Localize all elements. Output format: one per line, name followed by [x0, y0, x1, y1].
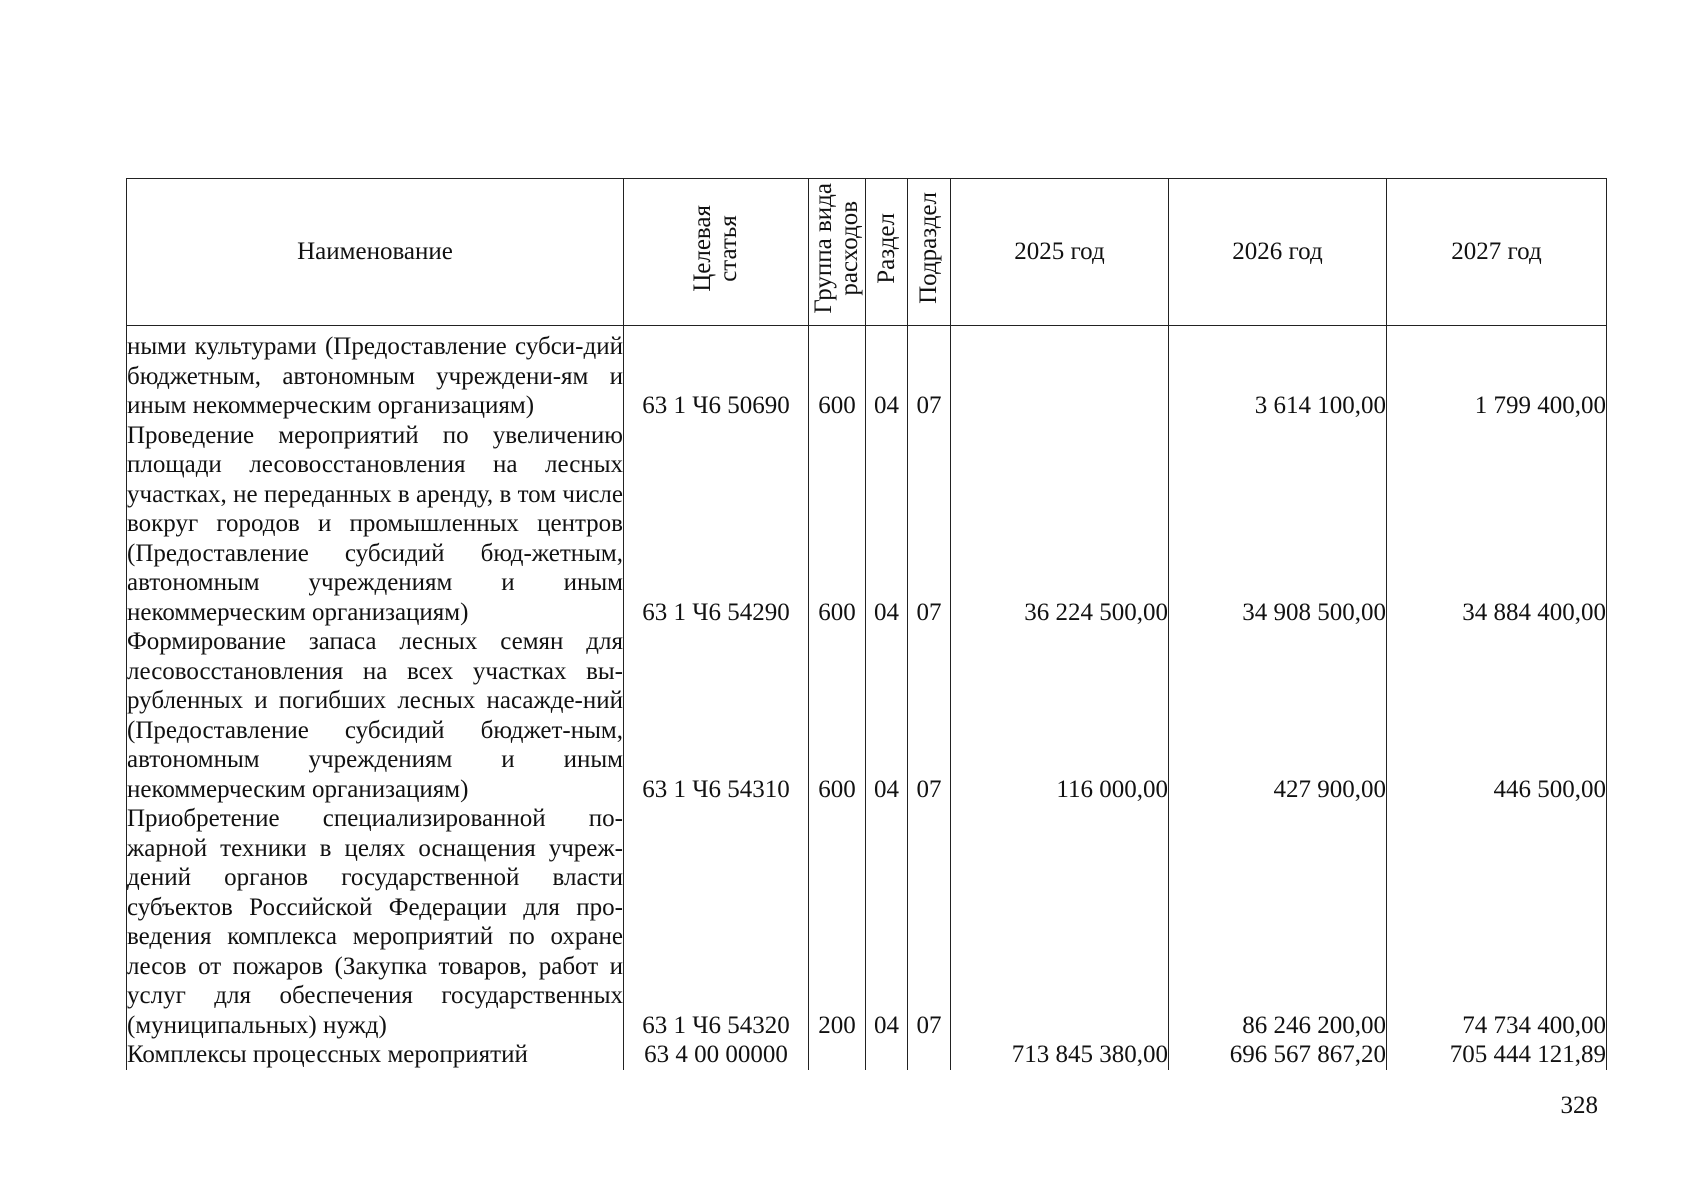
- row-amount-2027: 1 799 400,00: [1387, 326, 1607, 421]
- row-amount-2026: 427 900,00: [1169, 627, 1387, 804]
- row-amount-2027: 74 734 400,00: [1387, 804, 1607, 1040]
- row-expense-group: 200: [809, 804, 866, 1040]
- row-target-article: 63 4 00 00000: [624, 1040, 809, 1070]
- row-subsection: 07: [908, 326, 951, 421]
- header-target-article-line2: статья: [715, 214, 742, 282]
- row-expense-group: 600: [809, 421, 866, 628]
- header-expense-group-line2: расходов: [836, 200, 863, 296]
- page-number: 328: [1560, 1092, 1598, 1119]
- budget-table: [126, 178, 1607, 1070]
- row-target-article: 63 1 Ч6 54290: [624, 421, 809, 628]
- row-section: 04: [866, 627, 908, 804]
- row-target-article: 63 1 Ч6 54320: [624, 804, 809, 1040]
- row-amount-2026: 3 614 100,00: [1169, 326, 1387, 421]
- header-subsection: Подраздел: [908, 179, 951, 326]
- row-amount-2027: 446 500,00: [1387, 627, 1607, 804]
- row-expense-group: 600: [809, 326, 866, 421]
- header-name: Наименование: [127, 179, 624, 326]
- row-subsection: 07: [908, 421, 951, 628]
- table-row: [127, 421, 1607, 628]
- row-amount-2026: 34 908 500,00: [1169, 421, 1387, 628]
- row-subsection: 07: [908, 627, 951, 804]
- row-amount-2026: 86 246 200,00: [1169, 804, 1387, 1040]
- row-section: [866, 1040, 908, 1070]
- row-expense-group: [809, 1040, 866, 1070]
- row-name: ными культурами (Предоставление субси-дий бюджетным, автономным учреждени-ям и иным некоммерческим организациям): [127, 326, 624, 421]
- header-expense-group: [809, 179, 866, 326]
- table-row: [127, 627, 1607, 804]
- row-name: Проведение мероприятий по увеличению площади лесовосстановления на лесных участках, не переданных в аренду, в том числе вокруг городов и промышленных центров (Предоставление субсидий бюд-жетным, автономным учреждениям и иным некоммерческим организациям): [127, 421, 623, 626]
- header-2025: 2025 год: [951, 179, 1169, 326]
- row-section: 04: [866, 421, 908, 628]
- row-amount-2025: [951, 804, 1169, 1040]
- header-target-article-line1: Целевая: [689, 204, 716, 292]
- row-subsection: 07: [908, 804, 951, 1040]
- row-target-article: 63 1 Ч6 50690: [624, 326, 809, 421]
- row-amount-2025: 116 000,00: [951, 627, 1169, 804]
- row-amount-2025: 36 224 500,00: [951, 421, 1169, 628]
- table-row: [127, 326, 1607, 421]
- table-row: [127, 804, 1607, 1040]
- row-amount-2026: 696 567 867,20: [1169, 1040, 1387, 1070]
- table-header-row: [127, 179, 1607, 326]
- row-target-article: 63 1 Ч6 54310: [624, 627, 809, 804]
- header-2026: 2026 год: [1169, 179, 1387, 326]
- row-name: Комплексы процессных мероприятий: [127, 1040, 624, 1070]
- row-name: Формирование запаса лесных семян для лесовосстановления на всех участках вы-рубленных и погибших лесных насажде-ний (Предоставление субсидий бюджет-ным, автономным учреждениям и иным некоммерческим организациям): [127, 628, 623, 803]
- row-expense-group: 600: [809, 627, 866, 804]
- header-target-article: [624, 179, 809, 326]
- header-section: Раздел: [866, 179, 908, 326]
- row-section: 04: [866, 804, 908, 1040]
- table-row: [127, 1040, 1607, 1070]
- row-subsection: [908, 1040, 951, 1070]
- row-amount-2025: [951, 326, 1169, 421]
- row-section: 04: [866, 326, 908, 421]
- row-amount-2025: 713 845 380,00: [951, 1040, 1169, 1070]
- row-amount-2027: 34 884 400,00: [1387, 421, 1607, 628]
- row-name: Приобретение специализированной по-жарной техники в целях оснащения учреж-дений органов государственной власти субъектов Российской Федерации для про-ведения комплекса мероприятий по охране лесов от пожаров (Закупка товаров, работ и услуг для обеспечения государственных (муниципальных) нужд): [127, 805, 623, 1039]
- header-expense-group-line1: Группа вида: [810, 182, 837, 314]
- row-amount-2027: 705 444 121,89: [1387, 1040, 1607, 1070]
- header-2027: 2027 год: [1387, 179, 1607, 326]
